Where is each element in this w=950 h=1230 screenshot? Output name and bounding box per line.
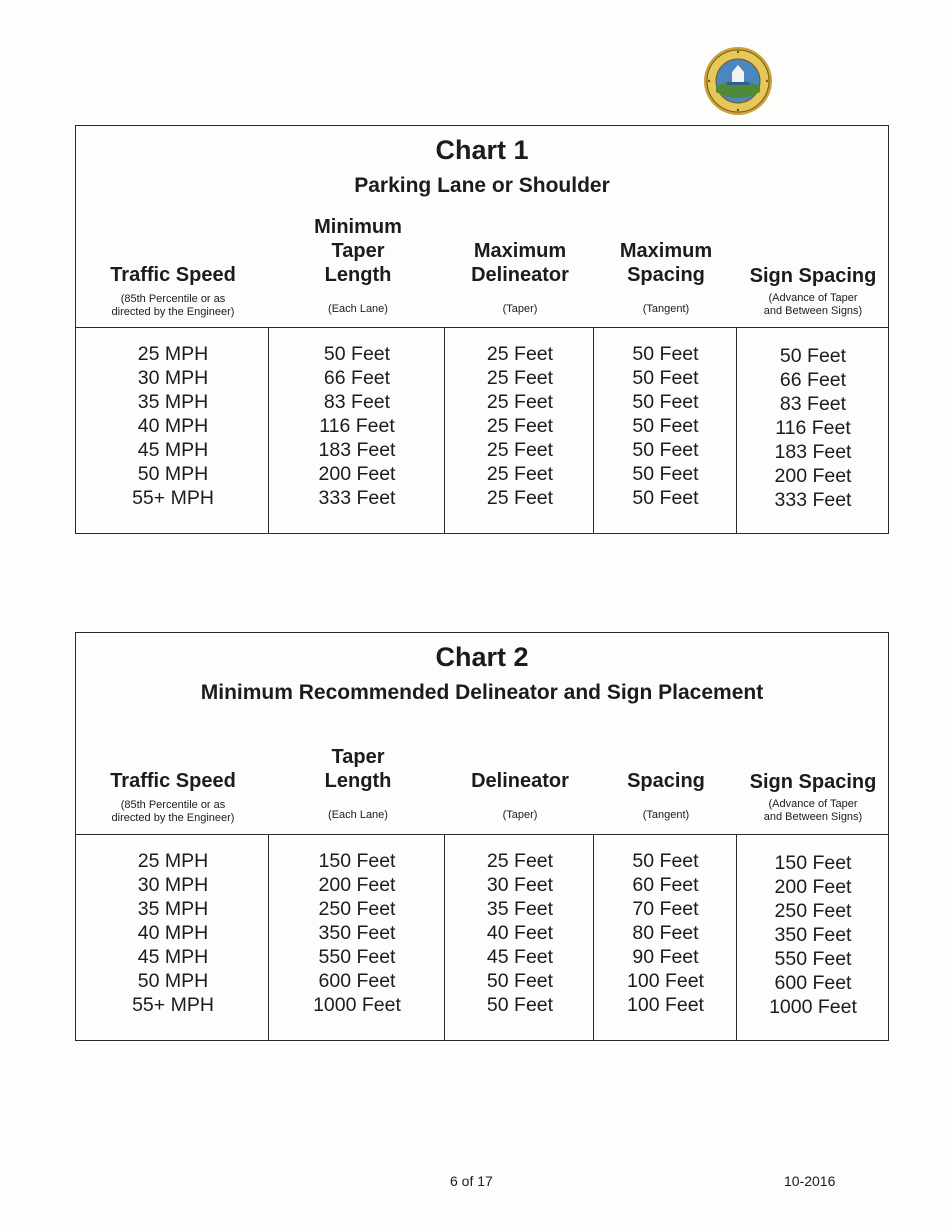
header-label: Traffic Speed <box>110 770 236 792</box>
header-label: Length <box>324 264 392 286</box>
chart1-col-spacing <box>594 342 737 510</box>
header-label: Spacing <box>627 264 705 286</box>
table-cell: 50 Feet <box>632 487 699 509</box>
table-cell: 550 Feet <box>774 948 852 970</box>
chart2-header-delineator <box>446 769 594 822</box>
table-cell: 50 Feet <box>632 439 699 461</box>
revision-date: 10-2016 <box>784 1173 836 1189</box>
table-cell: 50 Feet <box>632 415 699 437</box>
header-label: Traffic Speed <box>110 264 236 286</box>
table-cell: 50 Feet <box>632 367 699 389</box>
table-cell: 183 Feet <box>774 441 852 463</box>
table-cell: 600 Feet <box>774 972 852 994</box>
table-cell: 50 Feet <box>486 970 554 992</box>
table-cell: 1000 Feet <box>769 996 857 1018</box>
table-cell: 100 Feet <box>627 994 704 1016</box>
table-cell: 25 Feet <box>486 439 554 461</box>
chart1-header-taper-length <box>270 215 446 316</box>
table-cell: 45 MPH <box>137 439 209 461</box>
table-cell: 55+ MPH <box>132 994 214 1016</box>
header-note: (Taper) <box>502 303 538 315</box>
table-cell: 1000 Feet <box>313 994 401 1016</box>
table-cell: 83 Feet <box>779 393 847 415</box>
table-cell: 50 Feet <box>323 343 391 365</box>
table-cell: 55+ MPH <box>132 487 214 509</box>
header-label: Delineator <box>471 264 569 286</box>
table-cell: 116 Feet <box>775 417 851 439</box>
page-number: 6 of 17 <box>450 1173 493 1189</box>
table-cell: 50 MPH <box>137 463 209 485</box>
header-note: directed by the Engineer) <box>111 812 235 824</box>
table-cell: 100 Feet <box>627 970 704 992</box>
header-label: Taper <box>331 746 385 768</box>
chart1-subtitle: Parking Lane or Shoulder <box>354 174 610 197</box>
table-cell: 200 Feet <box>318 463 396 485</box>
table-cell: 350 Feet <box>318 922 396 944</box>
table-cell: 35 MPH <box>137 391 209 413</box>
column-divider <box>444 327 445 533</box>
chart1-col-traffic-speed <box>76 342 270 510</box>
header-note: (Tangent) <box>642 809 690 821</box>
chart2-col-spacing <box>594 849 737 1017</box>
header-label: Maximum <box>619 240 713 262</box>
chart1-header-traffic-speed <box>76 263 270 319</box>
table-cell: 35 Feet <box>486 898 554 920</box>
table-cell: 66 Feet <box>779 369 847 391</box>
header-note: (Advance of Taper <box>768 292 858 304</box>
chart2-header-sign-spacing <box>738 770 888 824</box>
table-cell: 150 Feet <box>774 852 852 874</box>
chart2-col-delineator <box>446 849 594 1017</box>
table-cell: 80 Feet <box>632 922 699 944</box>
table-cell: 200 Feet <box>318 874 396 896</box>
header-label: Maximum <box>473 240 567 262</box>
chart2-col-sign-spacing <box>738 851 888 1019</box>
header-note: (85th Percentile or as <box>120 799 226 811</box>
table-cell: 333 Feet <box>774 489 852 511</box>
table-cell: 350 Feet <box>774 924 852 946</box>
table-cell: 25 Feet <box>486 850 554 872</box>
header-note: (Each Lane) <box>328 809 388 821</box>
chart2-title: Chart 2 <box>435 642 529 672</box>
table-cell: 25 Feet <box>486 487 554 509</box>
header-label: Minimum <box>314 216 402 238</box>
header-note: (Taper) <box>502 809 538 821</box>
table-cell: 250 Feet <box>318 898 396 920</box>
table-cell: 200 Feet <box>774 876 852 898</box>
header-label: Length <box>324 770 392 792</box>
chart1-table <box>75 125 889 534</box>
header-note: and Between Signs) <box>763 305 863 317</box>
header-label: Sign Spacing <box>749 265 877 287</box>
chart2-header-spacing <box>594 769 738 822</box>
table-cell: 250 Feet <box>774 900 852 922</box>
chart2-col-taper-length <box>270 849 444 1017</box>
chart2-col-traffic-speed <box>76 849 270 1017</box>
table-cell: 25 Feet <box>486 391 554 413</box>
chart2-header-taper-length <box>270 745 446 822</box>
table-cell: 25 Feet <box>486 415 554 437</box>
table-cell: 25 Feet <box>486 343 554 365</box>
table-cell: 70 Feet <box>632 898 699 920</box>
table-cell: 50 Feet <box>632 343 699 365</box>
chart1-header-divider <box>76 327 888 328</box>
header-note: and Between Signs) <box>763 811 863 823</box>
table-cell: 30 Feet <box>486 874 554 896</box>
table-cell: 50 Feet <box>486 994 554 1016</box>
table-cell: 25 MPH <box>137 343 209 365</box>
table-cell: 50 Feet <box>632 391 699 413</box>
table-cell: 550 Feet <box>318 946 396 968</box>
chart2-header-divider <box>76 834 888 835</box>
chart1-col-delineator <box>446 342 594 510</box>
table-cell: 35 MPH <box>137 898 209 920</box>
table-cell: 45 MPH <box>137 946 209 968</box>
chart1-header-sign-spacing <box>738 264 888 318</box>
header-note: (Tangent) <box>642 303 690 315</box>
table-cell: 40 MPH <box>137 922 209 944</box>
table-cell: 600 Feet <box>318 970 396 992</box>
table-cell: 60 Feet <box>632 874 699 896</box>
table-cell: 50 Feet <box>779 345 847 367</box>
table-cell: 50 MPH <box>137 970 209 992</box>
chart2-header-traffic-speed <box>76 769 270 825</box>
table-cell: 116 Feet <box>319 415 395 437</box>
table-cell: 83 Feet <box>323 391 391 413</box>
chart2-subtitle: Minimum Recommended Delineator and Sign Placement <box>200 681 764 704</box>
header-note: (85th Percentile or as <box>120 293 226 305</box>
table-cell: 25 Feet <box>486 367 554 389</box>
header-note: (Each Lane) <box>328 303 388 315</box>
header-note: directed by the Engineer) <box>111 306 235 318</box>
header-note: (Advance of Taper <box>768 798 858 810</box>
table-cell: 333 Feet <box>318 487 396 509</box>
chart1-header-spacing <box>594 239 738 316</box>
chart1-title: Chart 1 <box>435 135 529 165</box>
city-seal-logo <box>703 46 773 116</box>
table-cell: 40 MPH <box>137 415 209 437</box>
column-divider <box>444 834 445 1040</box>
table-cell: 183 Feet <box>318 439 396 461</box>
table-cell: 50 Feet <box>632 463 699 485</box>
table-cell: 50 Feet <box>632 850 699 872</box>
table-cell: 150 Feet <box>318 850 396 872</box>
chart2-table <box>75 632 889 1041</box>
chart1-header-delineator <box>446 239 594 316</box>
chart1-col-taper-length <box>270 342 444 510</box>
table-cell: 200 Feet <box>774 465 852 487</box>
table-cell: 30 MPH <box>137 874 209 896</box>
table-cell: 45 Feet <box>486 946 554 968</box>
table-cell: 90 Feet <box>632 946 699 968</box>
table-cell: 66 Feet <box>323 367 391 389</box>
header-label: Delineator <box>471 770 569 792</box>
chart1-col-sign-spacing <box>738 344 888 512</box>
table-cell: 40 Feet <box>486 922 554 944</box>
table-cell: 25 MPH <box>137 850 209 872</box>
table-cell: 25 Feet <box>486 463 554 485</box>
header-label: Spacing <box>627 770 705 792</box>
header-label: Sign Spacing <box>749 771 877 793</box>
table-cell: 30 MPH <box>137 367 209 389</box>
header-label: Taper <box>331 240 385 262</box>
